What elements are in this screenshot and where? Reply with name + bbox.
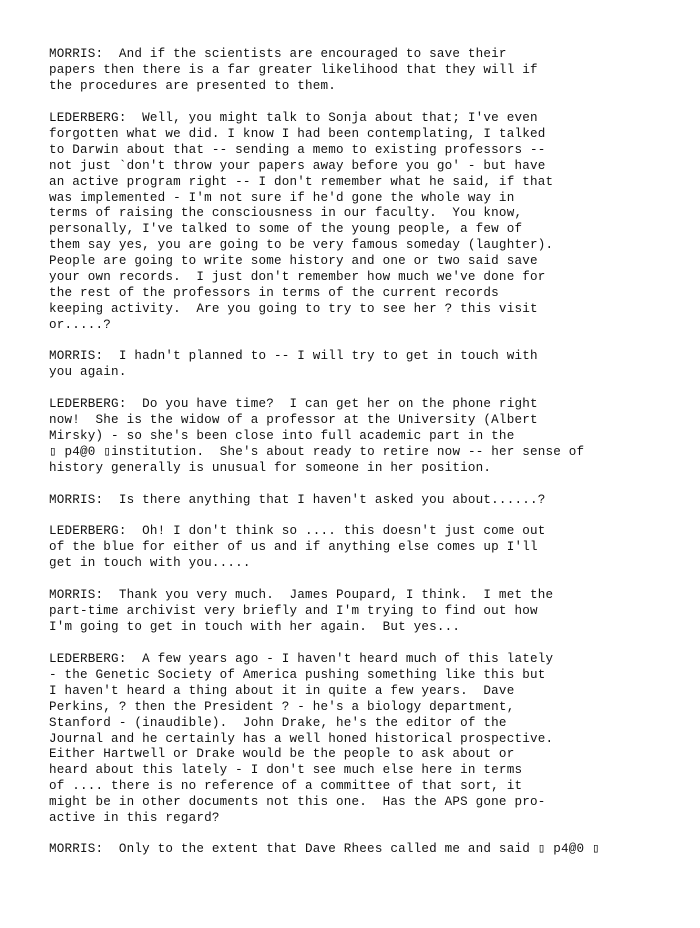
text-line: forgotten what we did. I know I had been contemplating, I talked (49, 126, 546, 141)
text-line: LEDERBERG: Do you have time? I can get her on the phone right (49, 397, 538, 411)
text-line: Stanford - (inaudible). John Drake, he's the editor of the (49, 715, 507, 730)
text-line: was implemented - I'm not sure if he'd gone the whole way in (49, 190, 515, 205)
paragraph-morris-1 (49, 47, 538, 95)
text-line: of .... there is no reference of a committee of that sort, it (49, 779, 523, 794)
paragraph-lederberg-4 (49, 652, 553, 827)
text-line: ▯ p4@0 ▯institution. She's about ready to retire now -- her sense of (49, 444, 585, 459)
text-line: part-time archivist very briefly and I'm trying to find out how (49, 603, 538, 618)
text-line: the procedures are presented to them. (49, 78, 337, 93)
text-line: heard about this lately - I don't see much else here in terms (49, 763, 523, 778)
paragraph-morris-2 (49, 349, 538, 381)
text-line: history generally is unusual for someone in her position. (49, 460, 492, 475)
text-line: active in this regard? (49, 811, 220, 826)
paragraph-morris-3 (49, 493, 545, 509)
text-line: LEDERBERG: A few years ago - I haven't heard much of this lately (49, 652, 554, 666)
text-line: of the blue for either of us and if anything else comes up I'll (49, 539, 538, 554)
text-line: - the Genetic Society of America pushing something like this but (49, 667, 546, 682)
text-line: I haven't heard a thing about it in quite a few years. Dave (49, 683, 515, 698)
paragraph-morris-4 (49, 588, 553, 636)
paragraph-lederberg-3 (49, 524, 545, 572)
text-line: might be in other documents not this one. Has the APS gone pro- (49, 795, 546, 810)
text-line: LEDERBERG: Well, you might talk to Sonja about that; I've even (49, 111, 538, 125)
text-line: to Darwin about that -- sending a memo to existing professors -- (49, 142, 546, 157)
text-line: LEDERBERG: Oh! I don't think so .... this doesn't just come out (49, 524, 546, 538)
text-line: MORRIS: Thank you very much. James Poupard, I think. I met the (49, 588, 554, 602)
text-line: Mirsky) - so she's been close into full academic part in the (49, 428, 515, 443)
text-line: MORRIS: And if the scientists are encouraged to save their (49, 47, 507, 61)
text-line: personally, I've talked to some of the young people, a few of (49, 222, 523, 237)
text-line: you again. (49, 364, 127, 379)
text-line: not just `don't throw your papers away before you go' - but have (49, 158, 546, 173)
text-line: Journal and he certainly has a well honed historical prospective. (49, 731, 554, 746)
text-line: terms of raising the consciousness in our faculty. You know, (49, 206, 523, 221)
text-line: papers then there is a far greater likelihood that they will if (49, 62, 538, 77)
text-line: them say yes, you are going to be very famous someday (laughter). (49, 238, 554, 253)
text-line: MORRIS: Only to the extent that Dave Rhees called me and said ▯ p4@0 ▯ (49, 842, 600, 856)
text-line: MORRIS: Is there anything that I haven't asked you about......? (49, 493, 546, 507)
text-line: or.....? (49, 317, 112, 332)
paragraph-lederberg-1 (49, 111, 553, 334)
text-line: the rest of the professors in terms of the current records (49, 285, 499, 300)
text-line: keeping activity. Are you going to try to see her ? this visit (49, 301, 538, 316)
text-line: an active program right -- I don't remember what he said, if that (49, 174, 554, 189)
text-line: get in touch with you..... (49, 555, 251, 570)
text-line: your own records. I just don't remember how much we've done for (49, 270, 546, 285)
text-line: MORRIS: I hadn't planned to -- I will try to get in touch with (49, 349, 538, 363)
paragraph-morris-5 (49, 842, 600, 858)
text-line: People are going to write some history and one or two said save (49, 254, 538, 269)
text-line: Either Hartwell or Drake would be the people to ask about or (49, 747, 515, 762)
text-line: Perkins, ? then the President ? - he's a biology department, (49, 699, 515, 714)
paragraph-lederberg-2 (49, 397, 584, 477)
text-line: I'm going to get in touch with her again. But yes... (49, 619, 461, 634)
text-line: now! She is the widow of a professor at the University (Albert (49, 412, 538, 427)
